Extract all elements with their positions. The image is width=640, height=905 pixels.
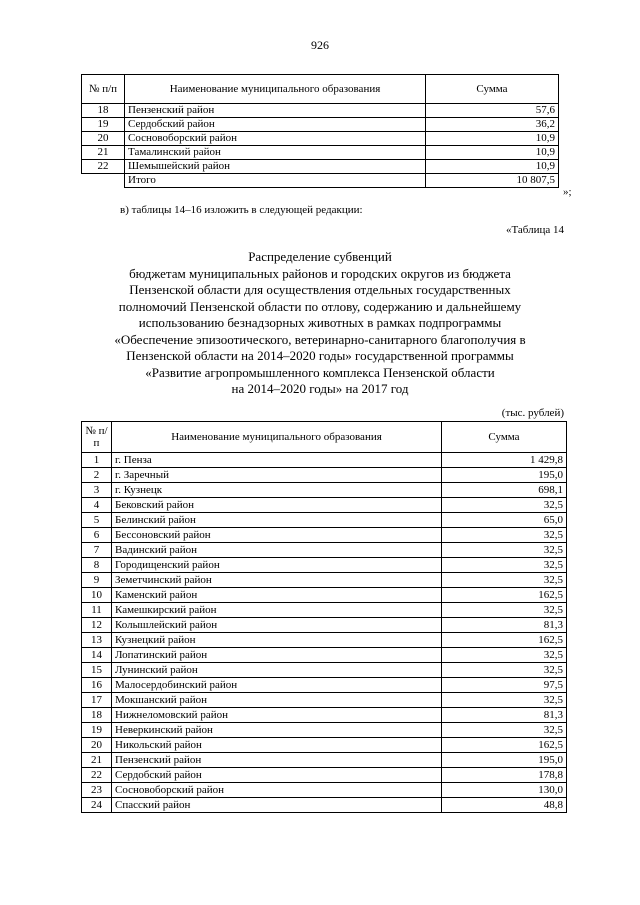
- table-row: [82, 723, 567, 738]
- cell-name: Малосердобинский район: [112, 678, 442, 693]
- table-row: [82, 513, 567, 528]
- header-sum: Сумма: [426, 75, 559, 104]
- heading-line: «Обеспечение эпизоотического, ветеринарно-санитарного благополучия в: [114, 331, 526, 347]
- cell-sum: 698,1: [442, 483, 567, 498]
- cell-sum: 32,5: [442, 663, 567, 678]
- heading-line: использованию безнадзорных животных в рамках подпрограммы: [138, 315, 502, 330]
- cell-name: Бековский район: [112, 498, 442, 513]
- cell-num: 20: [82, 738, 112, 753]
- units-label: (тыс. рублей): [501, 407, 564, 419]
- heading-line: полномочий Пензенской области по отлову, содержанию и дальнейшему: [118, 298, 522, 314]
- cell-num: 22: [82, 768, 112, 783]
- table-row: [82, 738, 567, 753]
- table-row: [82, 588, 567, 603]
- table-row: [82, 104, 559, 118]
- cell-sum: 32,5: [442, 543, 567, 558]
- document-heading: [70, 249, 570, 398]
- cell-name: Пензенский район: [112, 753, 442, 768]
- table-row: [82, 663, 567, 678]
- page-number: 926: [311, 38, 329, 52]
- table-row: [82, 708, 567, 723]
- heading-line: на 2014–2020 годы» на 2017 год: [231, 381, 409, 396]
- heading-line: Пензенской области на 2014–2020 годы» государственной программы: [126, 348, 514, 363]
- cell-name: г. Кузнецк: [112, 483, 442, 498]
- cell-sum: 32,5: [442, 723, 567, 738]
- cell-num: 18: [82, 104, 125, 118]
- cell-name: Неверкинский район: [112, 723, 442, 738]
- cell-name: Сердобский район: [125, 118, 426, 132]
- cell-num: 17: [82, 693, 112, 708]
- cell-sum: 10,9: [426, 146, 559, 160]
- cell-num: 13: [82, 633, 112, 648]
- cell-name: Вадинский район: [112, 543, 442, 558]
- cell-sum: 32,5: [442, 693, 567, 708]
- cell-num: 15: [82, 663, 112, 678]
- cell-num: 20: [82, 132, 125, 146]
- cell-sum: 1 429,8: [442, 453, 567, 468]
- cell-num: 16: [82, 678, 112, 693]
- cell-name: Сердобский район: [112, 768, 442, 783]
- table-row: [82, 558, 567, 573]
- cell-sum: 162,5: [442, 738, 567, 753]
- cell-sum: 32,5: [442, 573, 567, 588]
- table-row: [82, 693, 567, 708]
- cell-num: 23: [82, 783, 112, 798]
- table-row: [82, 132, 559, 146]
- cell-num: 19: [82, 118, 125, 132]
- cell-name: Кузнецкий район: [112, 633, 442, 648]
- cell-name: Нижнеломовский район: [112, 708, 442, 723]
- cell-name: Лопатинский район: [112, 648, 442, 663]
- table-row: [82, 783, 567, 798]
- cell-name: Пензенский район: [125, 104, 426, 118]
- table-label: «Таблица 14: [505, 224, 564, 236]
- table-row: [82, 146, 559, 160]
- cell-num: 11: [82, 603, 112, 618]
- table-row: [82, 618, 567, 633]
- cell-name: Шемышейский район: [125, 160, 426, 174]
- cell-sum: 178,8: [442, 768, 567, 783]
- cell-num: 5: [82, 513, 112, 528]
- table-row: [82, 543, 567, 558]
- cell-sum: 32,5: [442, 648, 567, 663]
- header-name: Наименование муниципального образования: [112, 422, 442, 453]
- table-row: [82, 528, 567, 543]
- cell-sum: 97,5: [442, 678, 567, 693]
- amendment-note: в) таблицы 14–16 изложить в следующей редакции:: [120, 204, 363, 216]
- table-row: [82, 453, 567, 468]
- total-row: [82, 174, 559, 188]
- cell-name: Земетчинский район: [112, 573, 442, 588]
- header-num: № п/п: [82, 75, 125, 104]
- cell-name: Сосновоборский район: [112, 783, 442, 798]
- cell-name: Камешкирский район: [112, 603, 442, 618]
- cell-name: Колышлейский район: [112, 618, 442, 633]
- cell-num: 19: [82, 723, 112, 738]
- heading-line: бюджетам муниципальных районов и городских округов из бюджета: [129, 265, 511, 281]
- cell-num: 6: [82, 528, 112, 543]
- table-14: [81, 421, 567, 813]
- cell-sum: 32,5: [442, 528, 567, 543]
- cell-name: Белинский район: [112, 513, 442, 528]
- cell-sum: 32,5: [442, 498, 567, 513]
- heading-line: Распределение субвенций: [248, 249, 392, 264]
- cell-num: 14: [82, 648, 112, 663]
- table-row: [82, 753, 567, 768]
- table-row: [82, 768, 567, 783]
- cell-name: Спасский район: [112, 798, 442, 813]
- cell-num: 12: [82, 618, 112, 633]
- cell-num: 18: [82, 708, 112, 723]
- cell-num: 21: [82, 753, 112, 768]
- header-name: Наименование муниципального образования: [125, 75, 426, 104]
- table-row: [82, 483, 567, 498]
- cell-sum: 162,5: [442, 588, 567, 603]
- cell-sum: 162,5: [442, 633, 567, 648]
- cell-sum: 195,0: [442, 753, 567, 768]
- cell-num: 21: [82, 146, 125, 160]
- cell-num: 10: [82, 588, 112, 603]
- cell-num: 9: [82, 573, 112, 588]
- heading-line: Пензенской области для осуществления отдельных государственных: [129, 282, 511, 297]
- table-closing-quote: »;: [563, 186, 572, 198]
- cell-name: Тамалинский район: [125, 146, 426, 160]
- cell-num: 22: [82, 160, 125, 174]
- cell-sum: 32,5: [442, 603, 567, 618]
- cell-sum: 10,9: [426, 132, 559, 146]
- header-num: № п/п: [82, 422, 112, 453]
- cell-num: 1: [82, 453, 112, 468]
- table-header-row: [82, 422, 567, 453]
- cell-num: 3: [82, 483, 112, 498]
- cell-sum: 130,0: [442, 783, 567, 798]
- cell-name: Лунинский район: [112, 663, 442, 678]
- cell-sum: 81,3: [442, 618, 567, 633]
- cell-sum: 36,2: [426, 118, 559, 132]
- cell-name: Никольский район: [112, 738, 442, 753]
- table-row: [82, 603, 567, 618]
- table-row: [82, 648, 567, 663]
- cell-sum: 32,5: [442, 558, 567, 573]
- table-row: [82, 678, 567, 693]
- table-row: [82, 798, 567, 813]
- table-row: [82, 498, 567, 513]
- cell-name: Сосновоборский район: [125, 132, 426, 146]
- table-row: [82, 573, 567, 588]
- cell-sum: 10,9: [426, 160, 559, 174]
- heading-line: «Развитие агропромышленного комплекса Пензенской области: [145, 364, 495, 380]
- cell-sum: 65,0: [442, 513, 567, 528]
- cell-num: 24: [82, 798, 112, 813]
- cell-num: 8: [82, 558, 112, 573]
- cell-sum: 195,0: [442, 468, 567, 483]
- header-sum: Сумма: [442, 422, 567, 453]
- cell-num: 7: [82, 543, 112, 558]
- cell-sum: 48,8: [442, 798, 567, 813]
- cell-sum: 57,6: [426, 104, 559, 118]
- table-row: [82, 468, 567, 483]
- cell-name: Городищенский район: [112, 558, 442, 573]
- total-label: Итого: [125, 174, 426, 188]
- cell-num: 4: [82, 498, 112, 513]
- cell-name: Каменский район: [112, 588, 442, 603]
- cell-name: Бессоновский район: [112, 528, 442, 543]
- total-sum: 10 807,5: [426, 174, 559, 188]
- table-row: [82, 633, 567, 648]
- table-header-row: [82, 75, 559, 104]
- cell-num: 2: [82, 468, 112, 483]
- table-row: [82, 118, 559, 132]
- cell-name: Мокшанский район: [112, 693, 442, 708]
- cell-num-empty: [82, 174, 125, 188]
- cell-name: г. Заречный: [112, 468, 442, 483]
- cell-sum: 81,3: [442, 708, 567, 723]
- cell-name: г. Пенза: [112, 453, 442, 468]
- table-row: [82, 160, 559, 174]
- table-previous-continuation: [81, 74, 559, 188]
